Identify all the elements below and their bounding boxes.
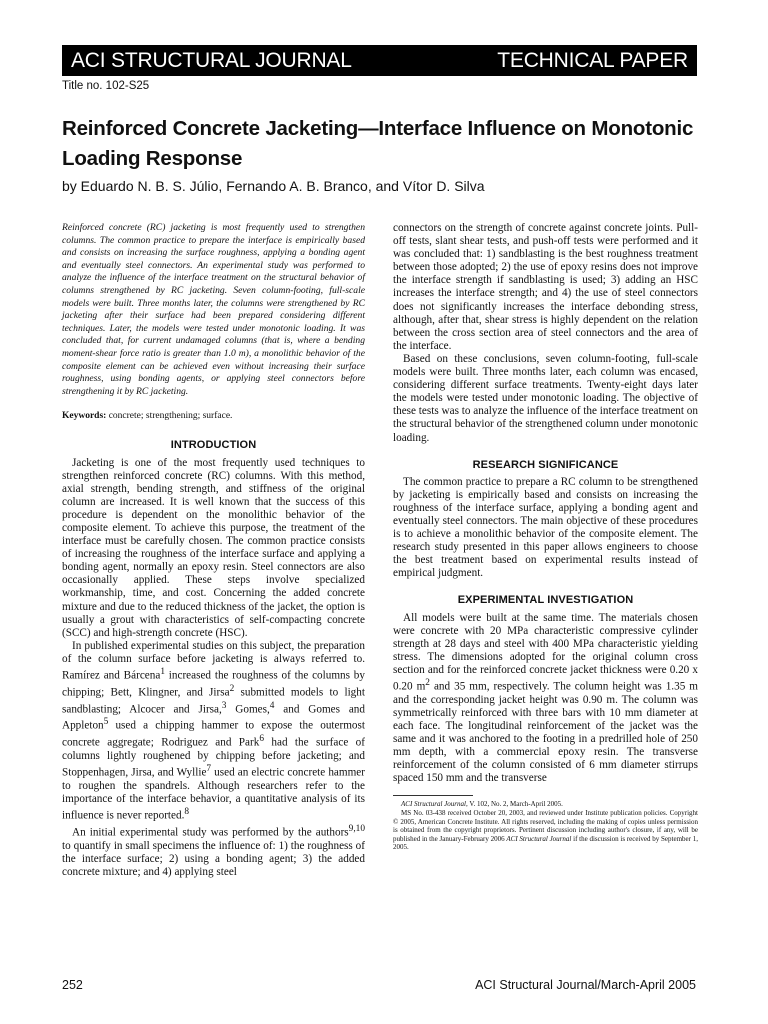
introduction-paragraph-3 bbox=[62, 823, 365, 879]
text-run: used a chipping hammer to expose the outermost concrete aggregate; Rodriguez and Park bbox=[62, 720, 365, 750]
journal-banner bbox=[62, 45, 697, 76]
left-column bbox=[62, 222, 365, 879]
journal-name: ACI STRUCTURAL JOURNAL bbox=[71, 48, 352, 72]
citation: 4 bbox=[269, 700, 275, 711]
experimental-investigation-heading: EXPERIMENTAL INVESTIGATION bbox=[457, 594, 634, 607]
keywords bbox=[62, 410, 365, 423]
keywords-text: concrete; strengthening; surface. bbox=[108, 411, 233, 422]
text-run: An initial experimental study was performed by the authors bbox=[72, 826, 349, 839]
research-significance-heading: RESEARCH SIGNIFICANCE bbox=[472, 458, 619, 471]
citation: 1 bbox=[160, 667, 165, 677]
title-number: Title no. 102-S25 bbox=[62, 80, 150, 92]
page-number: 252 bbox=[62, 978, 83, 992]
text-run: Gomes, bbox=[226, 703, 270, 716]
footnote-journal: ACI Structural Journal bbox=[401, 800, 466, 809]
footnote-rule bbox=[393, 795, 473, 796]
text-run: and Gomes and Appleton bbox=[62, 703, 365, 733]
footnote-line: MS No. 03-438 received October 20, 2003, and reviewed under Institute publication policies. Copyright © 2005, American Concrete Institute. All rights reserved, including the making of copies unless permission is obtained from the copyright proprietors. Pertinent discussion including author's closure, if any, will be published in the January-February 2006 bbox=[393, 809, 698, 843]
text-run: submitted models to light sandblasting; Alcocer and Jirsa, bbox=[62, 686, 365, 716]
citation: 5 bbox=[103, 717, 109, 728]
introduction-paragraph-2 bbox=[62, 640, 365, 823]
running-footer: ACI Structural Journal/March-April 2005 bbox=[475, 978, 696, 992]
citation: 6 bbox=[259, 734, 264, 745]
introduction-heading: INTRODUCTION bbox=[170, 439, 257, 452]
citation: 3 bbox=[221, 700, 227, 711]
footnote-line: , V. 102, No. 2, March-April 2005. bbox=[465, 800, 563, 809]
text-run: In published experimental studies on this subject, the preparation of the column surface before jacketing is always referred to. Ramírez and Bárcena bbox=[62, 639, 365, 682]
text-run: All models were built at the same time. The materials chosen were concrete with 20 MPa characteristic compressive cylinder strength at 28 days and steel with 400 MPa characteristic yielding stress. The dimensions adopted for the original column cross section and for the reinforced concrete jacket thickness were 0.20 x 0.20 m bbox=[393, 611, 698, 693]
text-run: and 35 mm, respectively. The column height was 1.35 m and the corresponding jacket height was 0.90 m. The column was symmetrically reinforced with three bars with 10 mm diameter at each face. The longitudinal reinforcement of the jacket was the same and it was anchored to the footing in a predrilled hole of 250 mm depth, with a commercial epoxy resin. The transverse reinforcement of the column consisted of 6 mm diameter stirrups spaced 150 mm and the transverse bbox=[393, 680, 698, 785]
paper-type: TECHNICAL PAPER bbox=[497, 48, 688, 72]
citation: 9,10 bbox=[348, 824, 365, 835]
text-run: increased the roughness of the columns by chipping; Bett, Klingner, and Jirsa bbox=[62, 669, 365, 699]
superscript: 2 bbox=[425, 678, 430, 688]
citation: 8 bbox=[184, 807, 190, 818]
continued-paragraph: connectors on the strength of concrete against concrete joints. Pull-off tests, slant shear tests, and push-off tests were performed and it was concluded that: 1) sandblasting is the best roughness treatment between those adopted; 2) the use of epoxy resins does not improve the interface strength if sandblasting is used; 3) adding an HSC increases the interface strength; and 4) the use of steel connectors does not significantly increases the interface debonding stress, although, after that, shear stress is highly dependent on the relation between the cross section area of steel connectors and the area of the interface. bbox=[393, 222, 698, 352]
abstract: Reinforced concrete (RC) jacketing is most frequently used to strengthen columns. The common practice to prepare the interface is empirically based and consists on increasing the surface roughness, applying a bonding agent and eventually steel connectors. An experimental study was performed to analyze the influence of the interface treatment on the structural behavior of columns strengthened by RC jacketing. Seven column-footing, full-scale models were built. Three months later, the columns were strengthened by RC jacketing after their surface had been prepared considering different techniques. Later, the models were tested under monotonic loading. It was concluded that, for current undamaged columns (that is, where a bending moment-shear force ratio is greater than 1.0 m), a monolithic behavior of the composite element can be achieved even without increasing their surface roughness, using bonding agents, or applying steel connectors before strengthening it by RC jacketing. bbox=[62, 222, 365, 397]
text-run: to quantify in small specimens the influence of: 1) the roughness of the interface surface; 2) using a bonding agent; 3) the added concrete mixture; and 4) applying steel bbox=[62, 839, 365, 879]
citation: 2 bbox=[229, 683, 235, 694]
footnote-journal: ACI Structural Journal bbox=[506, 834, 572, 843]
text-run: had the surface of columns lightly roughened by chipping before jacketing; and Stoppenhagen, Jirsa, and Wyllie bbox=[62, 737, 365, 779]
footnote bbox=[393, 800, 698, 852]
introduction-paragraph-1: Jacketing is one of the most frequently used techniques to strengthen reinforced concrete (RC) columns. With this method, axial strength, bending strength, and stiffness of the original column are increased. It is well known that the success of this procedure is dependent on the monolithic behavior of the composite element. To achieve this purpose, the treatment of the interface must be carefully chosen. The common practice consists of increasing the roughness of the interface surface and applying a bonding agent, normally an epoxy resin. Steel connectors are also occasionally applied. These steps involve specialized workmanship, time, and cost. Concerning the added concrete mixture and due to the reduced thickness of the jacket, the option is usually a grout with characteristics of self-compacting concrete (SCC) and high-strength concrete (HSC). bbox=[62, 456, 365, 639]
text-run: used an electric concrete hammer to roughen the spandrels. Although researchers refer to the importance of the interface behavior, a quantitative analysis of its influence is never reported. bbox=[62, 766, 365, 822]
citation: 7 bbox=[206, 764, 212, 775]
article-title: Reinforced Concrete Jacketing—Interface Influence on Monotonic Loading Response bbox=[62, 117, 694, 170]
conclusions-paragraph: Based on these conclusions, seven column-footing, full-scale models were built. Three months later, each column was encased, considering different surface treatments. Twenty-eight days later the models were tested under monotonic loading. The objective of these tests was to analyze the influence of the interface treatment on the structural behavior of the strengthened column under monotonic loading. bbox=[393, 352, 698, 444]
footnote-line: if the discussion is received by September 1, 2005. bbox=[393, 834, 698, 852]
experimental-paragraph bbox=[393, 612, 698, 786]
right-column bbox=[393, 222, 698, 852]
research-significance-paragraph: The common practice to prepare a RC column to be strengthened by jacketing is empirically based and consists on increasing the roughness of the interface surface, applying a bonding agent and eventually steel connectors. The main objective of these procedures is to achieve a monolithic behavior of the composite element. The research study presented in this paper allows engineers to choose the best treatment based on experimental results instead of empirical judgment. bbox=[393, 475, 698, 580]
article-authors: by Eduardo N. B. S. Júlio, Fernando A. B. Branco, and Vítor D. Silva bbox=[62, 178, 485, 194]
keywords-label: Keywords: bbox=[62, 411, 107, 422]
